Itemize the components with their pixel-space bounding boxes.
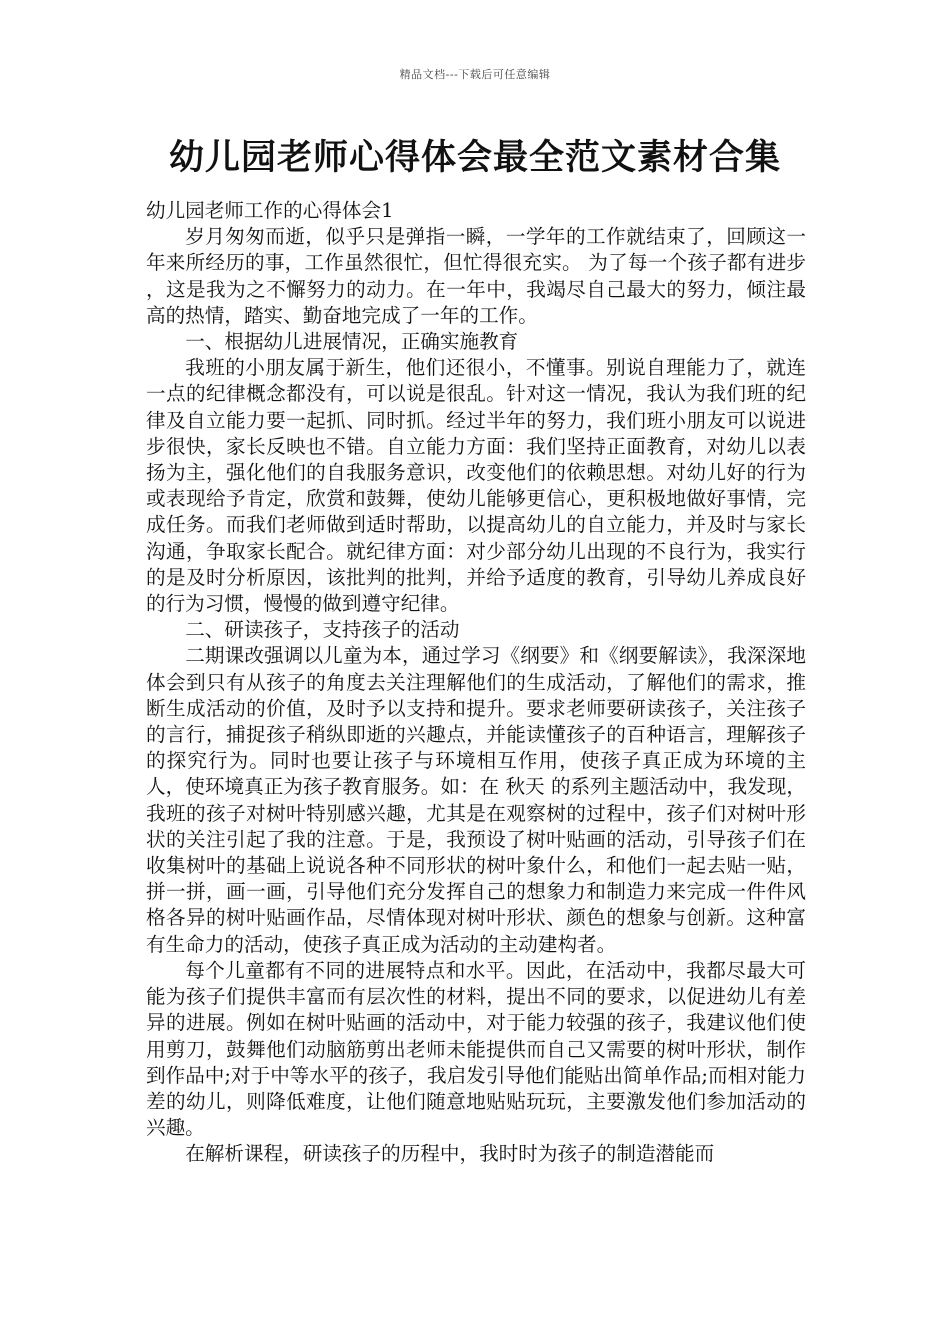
paragraph-discipline: 我班的小朋友属于新生，他们还很小，不懂事。别说自理能力了，就连一点的纪律概念都没有，可以说是很乱。针对这一情况，我认为我们班的纪律及自立能力要一起抓、同时抓。经过半年的努力，我们班小朋友可以说进步很快，家长反映也不错。自立能力方面：我们坚持正面教育，对幼儿以表扬为主，强化他们的自我服务意识，改变他们的依赖思想。对幼儿好的行为或表现给予肯定，欣赏和鼓舞，使幼儿能够更信心，更积极地做好事情，完成任务。而我们老师做到适时帮助，以提高幼儿的自立能力，并及时与家长沟通，争取家长配合。就纪律方面：对少部分幼儿出现的不良行为，我实行的是及时分析原因，该批判的批判，并给予适度的教育，引导幼儿养成良好的行为习惯，慢慢的做到遵守纪律。 bbox=[146, 356, 806, 616]
paragraph-continued: 在解析课程，研读孩子的历程中，我时时为孩子的制造潜能而 bbox=[185, 1142, 715, 1166]
subheading-1: 一、根据幼儿进展情况，正确实施教育 bbox=[185, 330, 519, 354]
section-heading: 幼儿园老师工作的心得体会1 bbox=[146, 199, 394, 222]
subheading-2: 二、研读孩子，支持孩子的活动 bbox=[185, 618, 460, 642]
header-note: 精品文档---下载后可任意编辑 bbox=[399, 68, 551, 81]
paragraph-differences: 每个儿童都有不同的进展特点和水平。因此，在活动中，我都尽最大可能为孩子们提供丰富而有层次性的材料，提出不同的要求，以促进幼儿有差异的进展。例如在树叶贴画的活动中，对于能力较强的孩子，我建议他们使用剪刀，鼓舞他们动脑筋剪出老师未能提供而自己又需要的树叶形状，制作到作品中;对于中等水平的孩子，我启发引导他们能贴出简单作品;而相对能力差的幼儿，则降低难度，让他们随意地贴贴玩玩，主要激发他们参加活动的兴趣。 bbox=[146, 958, 806, 1140]
document-body bbox=[146, 198, 806, 1168]
paragraph-study-children: 二期课改强调以儿童为本，通过学习《纲要》和《纲要解读》，我深深地体会到只有从孩子的角度去关注理解他们的生成活动，了解他们的需求，推断生成活动的价值，及时予以支持和提升。要求老师要研读孩子，关注孩子的言行，捕捉孩子稍纵即逝的兴趣点，并能读懂孩子的百种语言，理解孩子的探究行为。同时也要让孩子与环境相互作用，使孩子真正成为环境的主人，使环境真正为孩子教育服务。如：在 秋天 的系列主题活动中，我发现，我班的孩子对树叶特别感兴趣，尤其是在观察树的过程中，孩子们对树叶形状的关注引起了我的注意。于是，我预设了树叶贴画的活动，引导孩子们在收集树叶的基础上说说各种不同形状的树叶象什么，和他们一起去贴一贴，拼一拼，画一画，引导他们充分发挥自己的想象力和制造力来完成一件件风格各异的树叶贴画作品，尽情体现对树叶形状、颜色的想象与创新。这种富有生命力的活动，使孩子真正成为活动的主动建构者。 bbox=[146, 644, 806, 956]
document-title: 幼儿园老师心得体会最全范文素材合集 bbox=[168, 138, 781, 178]
paragraph-intro: 岁月匆匆而逝，似乎只是弹指一瞬，一学年的工作就结束了，回顾这一年来所经历的事，工作虽然很忙，但忙得很充实。 为了每一个孩子都有进步 ，这是我为之不懈努力的动力。在一年中，我竭尽自己最大的努力，倾注最高的热情，踏实、勤奋地完成了一年的工作。 bbox=[146, 225, 806, 327]
